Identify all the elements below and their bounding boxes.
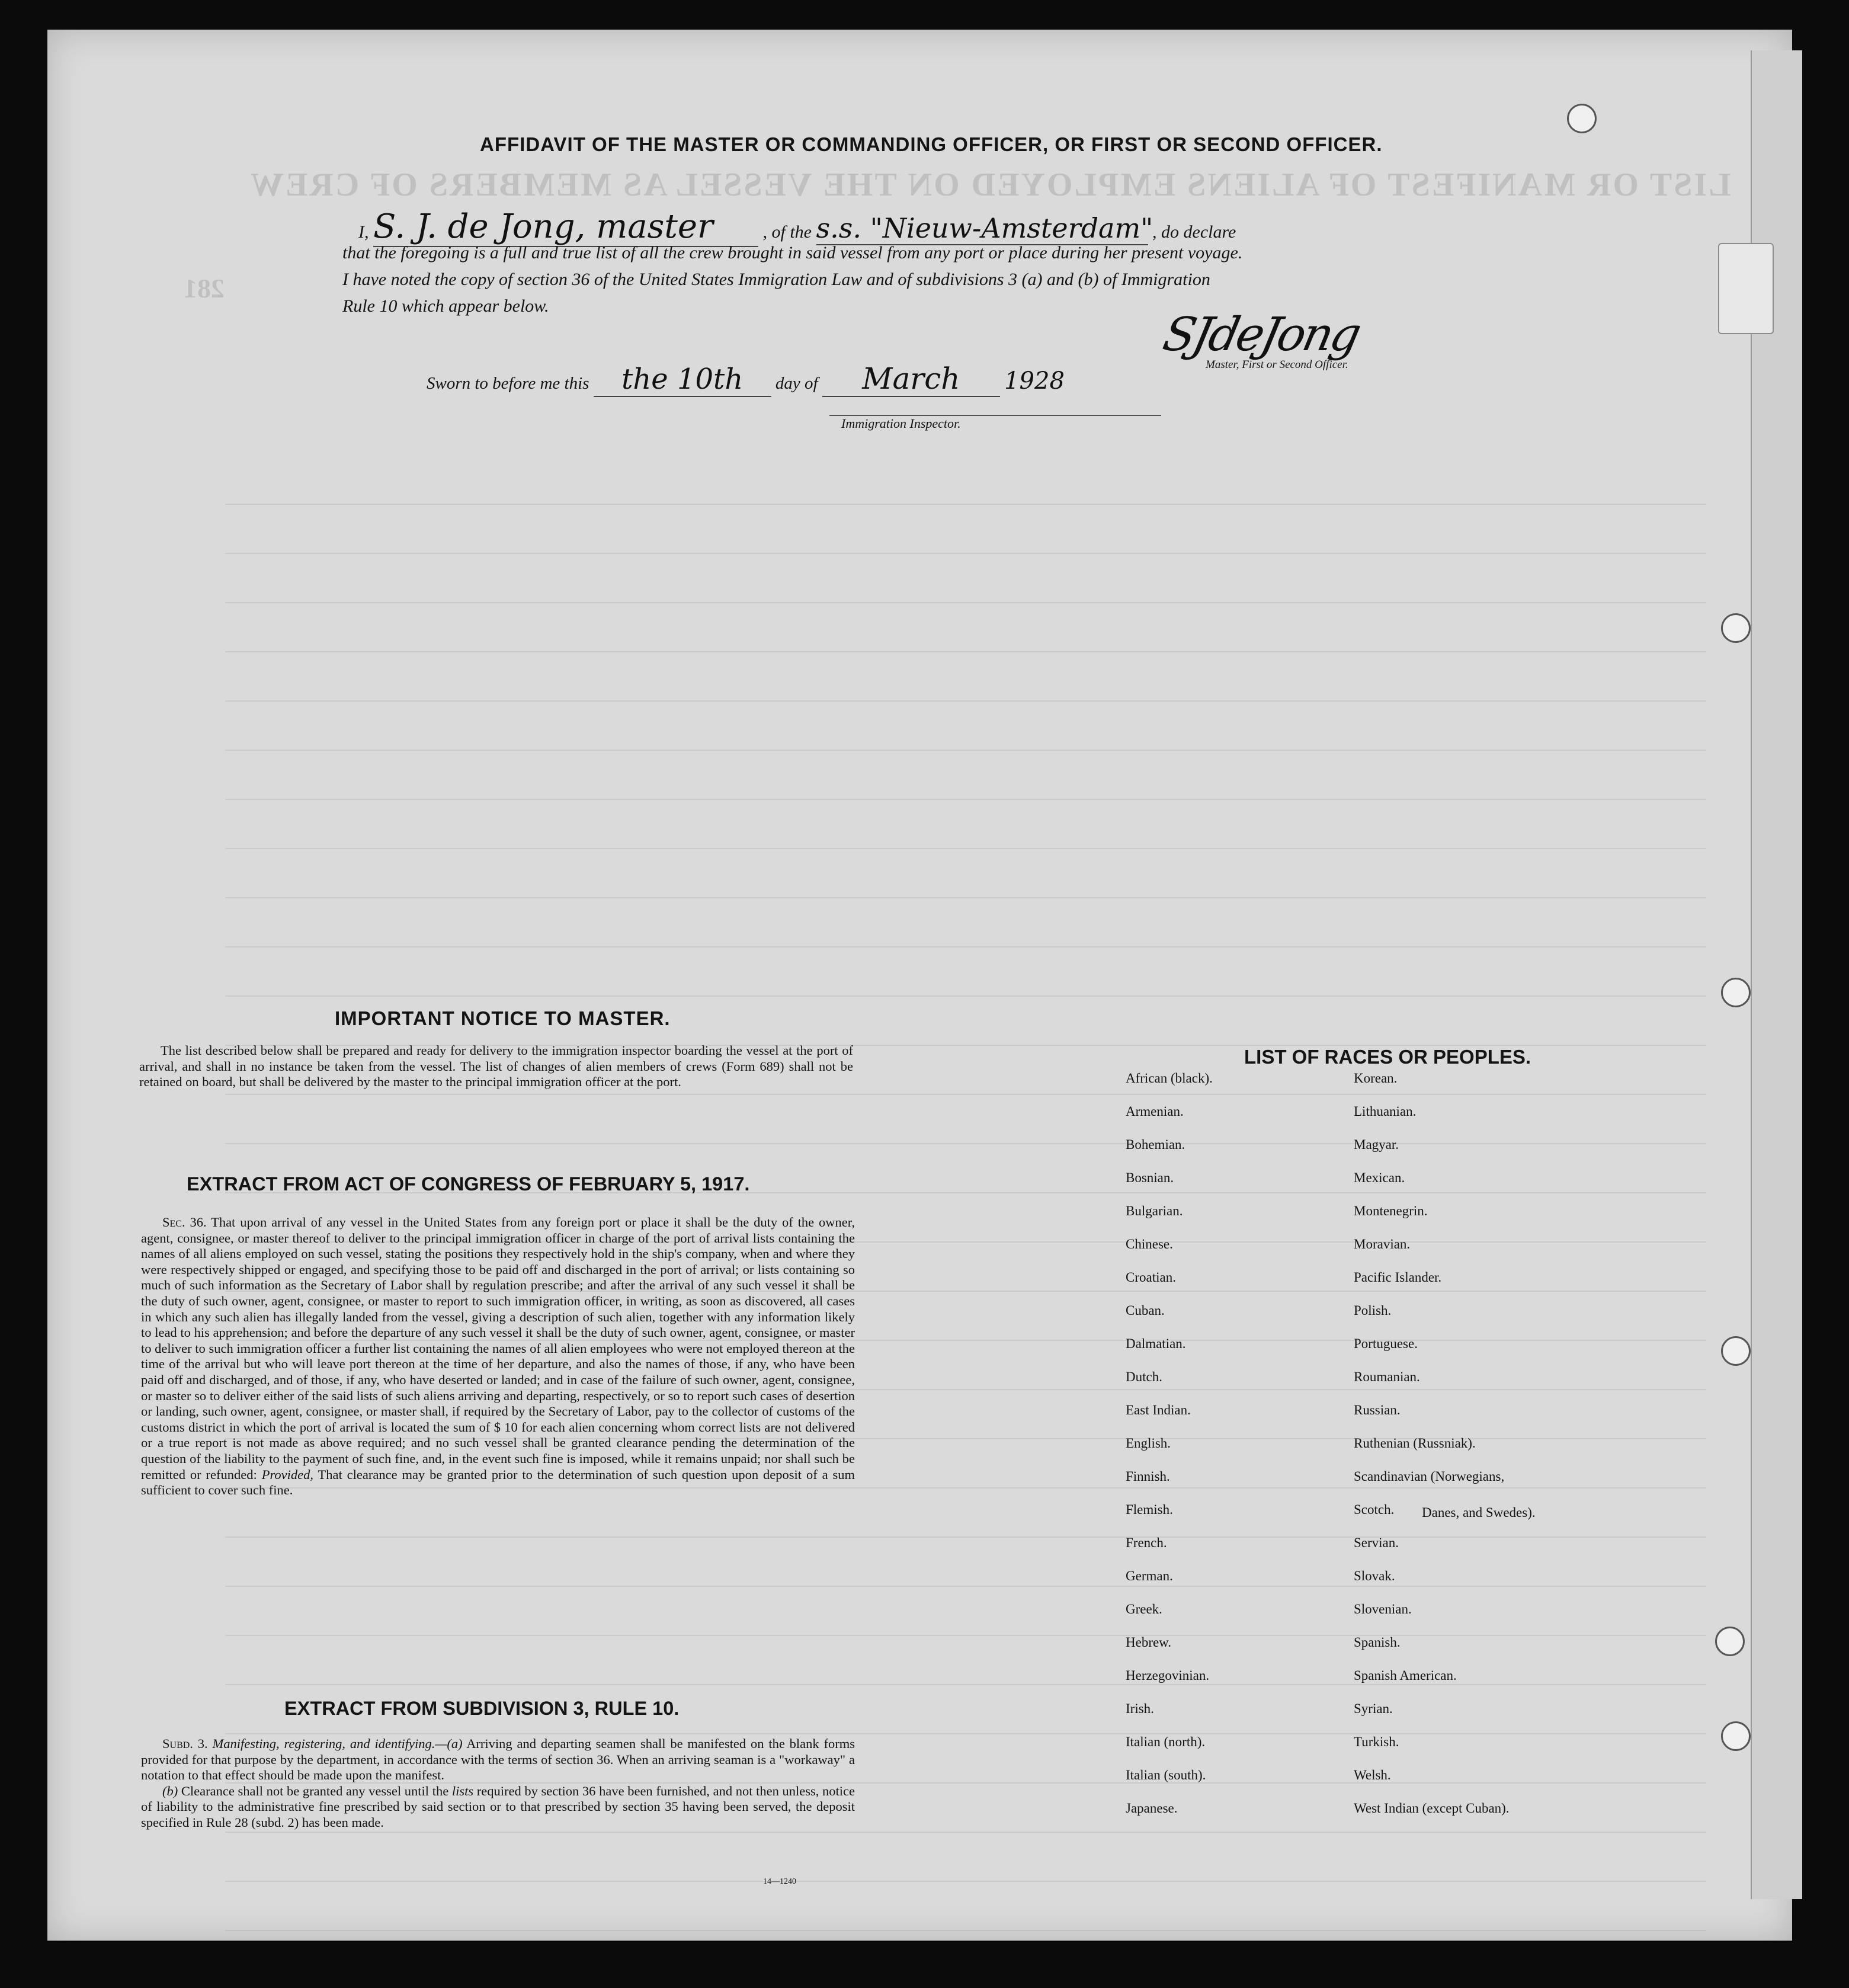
sworn-prefix: Sworn to before me this (427, 374, 589, 393)
ghost-manifest-title: LIST OR MANIFEST OF ALIENS EMPLOYED ON THE VESSEL AS MEMBERS OF CREW (249, 167, 1731, 203)
race-item: African (black). (1126, 1071, 1213, 1086)
act-body: That upon arrival of any vessel in the United States from any foreign port or place it shall be the duty of the owner, agent, consignee, or master thereof to deliver to the principal immigration officer in charge of the port of arrival lists containing the names of all aliens employed on such vessel, stating the positions they respectively hold in the ship's company, when and where they were respectively shipped or engaged, and specifying those to be paid off and discharged in the port of arrival; or lists containing so much of such information as the Secretary of Labor shall by regulation prescribe; and after the arrival of any such vessel it shall be the duty of such owner, agent, consignee, or master to report to such immigration officer, in writing, as soon as discovered, all cases in which any such alien has illegally landed from the vessel, giving a description of such alien, together with any information likely to lead to his apprehension; and before the departure of any such vessel it shall be the duty of such owner, agent, consignee, or master to deliver to such immigration officer a further list containing the names of all alien employees who were not employed thereon at the time of the arrival but who will leave port thereon at the time of her departure, and also the names of those, if any, who have been paid off and discharged, and of those, if any, who have deserted or landed; and in case of the failure of such owner, agent, consignee, or master so to deliver either of the said lists of such aliens arriving and departing, respectively, or so to report such cases of desertion or landing, such owner, agent, consignee, or master shall, if required by the Secretary of Labor, pay to the collector of customs of the customs district in which the port of arrival is located the sum of $ 10 for each alien concerning whom correct lists are not delivered or a true report is not made as above required; and no such vessel shall be granted clearance pending the determination of the question of the liability to the payment of such fine, and, in the event such fine is imposed, while it remains unpaid; nor shall such be remitted or refunded: (141, 1215, 855, 1482)
act-provided: Provided, (261, 1467, 313, 1482)
race-item: Moravian. (1354, 1237, 1411, 1251)
race-item: Dalmatian. (1126, 1336, 1186, 1351)
race-item: French. (1126, 1535, 1167, 1550)
ghost-row (225, 1635, 1706, 1636)
race-item: Montenegrin. (1354, 1203, 1428, 1218)
declarant-name: S. J. de Jong, master (373, 207, 758, 247)
act-section-label: Sec. 36. (162, 1215, 207, 1230)
race-item: Slovenian. (1354, 1602, 1412, 1616)
affidavit-body-line3: Rule 10 which appear below. (342, 296, 549, 316)
affidavit-body-line1: that the foregoing is a full and true list of all the crew brought in said vessel from any port or place during her present voyage. (342, 243, 1243, 262)
notice-text (139, 1043, 853, 1090)
ghost-row (225, 553, 1706, 554)
inspector-caption: Immigration Inspector. (841, 416, 961, 431)
race-item: Ruthenian (Russniak). (1354, 1436, 1476, 1451)
rule-b-lists: lists (451, 1783, 474, 1798)
race-item: Welsh. (1354, 1768, 1391, 1782)
ghost-row (225, 602, 1706, 603)
rule-title: EXTRACT FROM SUBDIVISION 3, RULE 10. (284, 1698, 680, 1719)
race-item: Flemish. (1126, 1502, 1173, 1517)
ghost-row (225, 750, 1706, 751)
race-item: Polish. (1354, 1303, 1392, 1318)
ghost-row (225, 1389, 1706, 1390)
ghost-row (225, 897, 1706, 898)
race-item: Italian (south). (1126, 1768, 1206, 1782)
race-item: Korean. (1354, 1071, 1398, 1086)
act-text (141, 1215, 855, 1499)
affidavit-body-line2: I have noted the copy of section 36 of the United States Immigration Law and of subdivisions 3 (a) and (b) of Immigration (342, 270, 1210, 289)
ghost-row (225, 1733, 1706, 1734)
race-item: West Indian (except Cuban). (1354, 1801, 1510, 1816)
ghost-row (225, 1045, 1706, 1046)
race-item: Portuguese. (1354, 1336, 1418, 1351)
vessel-prefix: , of the (762, 222, 812, 242)
ghost-row (225, 848, 1706, 849)
punch-hole (1721, 978, 1751, 1007)
ghost-row (225, 1832, 1706, 1833)
ghost-row (225, 1094, 1706, 1095)
notice-body: The list described below shall be prepared and ready for delivery to the immigration inspector boarding the vessel at the port of arrival, and shall in no instance be taken from the vessel. The list of changes of alien members of crews (Form 689) shall not be retained on board, but shall be delivered by the master to the principal immigration officer at the port. (139, 1043, 853, 1090)
ghost-row (225, 799, 1706, 800)
race-item: Roumanian. (1354, 1369, 1420, 1384)
race-item: Servian. (1354, 1535, 1399, 1550)
rule-subd-label: Subd. 3. (162, 1736, 208, 1751)
races-title: LIST OF RACES OR PEOPLES. (1244, 1046, 1531, 1068)
race-item: Japanese. (1126, 1801, 1178, 1816)
race-item: Russian. (1354, 1403, 1401, 1417)
ghost-row (225, 1487, 1706, 1488)
ghost-row (225, 700, 1706, 702)
day-of-text: day of (775, 374, 818, 393)
race-item: Dutch. (1126, 1369, 1162, 1384)
form-number: 14—1240 (763, 1877, 796, 1886)
sworn-month: March (822, 361, 1000, 397)
sworn-year: 1928 (1004, 367, 1065, 395)
punch-hole (1721, 1336, 1751, 1366)
race-item: Chinese. (1126, 1237, 1173, 1251)
race-item: Armenian. (1126, 1104, 1184, 1119)
race-item: Lithuanian. (1354, 1104, 1417, 1119)
ghost-row (225, 504, 1706, 505)
race-item: English. (1126, 1436, 1171, 1451)
act-title: EXTRACT FROM ACT OF CONGRESS OF FEBRUARY 5, 1917. (187, 1173, 750, 1195)
rule-b-text-1: Clearance shall not be granted any vessel until the (181, 1783, 449, 1798)
affidavit-title: AFFIDAVIT OF THE MASTER OR COMMANDING OFFICER, OR FIRST OR SECOND OFFICER. (480, 133, 1383, 155)
race-item: Bulgarian. (1126, 1203, 1183, 1218)
sworn-day: the 10th (594, 363, 771, 397)
ghost-row (225, 946, 1706, 947)
vessel-name: s.s. "Nieuw-Amsterdam" (816, 212, 1153, 244)
race-item: Italian (north). (1126, 1734, 1206, 1749)
race-item: Croatian. (1126, 1270, 1176, 1285)
ghost-row (225, 651, 1706, 652)
rule-heading: Manifesting, registering, and identifying. (212, 1736, 435, 1751)
ghost-row (225, 1143, 1706, 1144)
ghost-sheet-number: 281 (184, 273, 225, 303)
ghost-row (225, 995, 1706, 997)
race-item: Scotch. (1354, 1502, 1395, 1517)
race-item: Pacific Islander. (1354, 1270, 1442, 1285)
rule-a-label: —(a) (435, 1736, 463, 1751)
rule-b-text-2: required by section 36 have been furnished, and not then unless, notice of liability to the administrative fine prescribed by said section or to that prescribed by section 35 having been served, the deposit specified in Rule 28 (subd. 2) has been made. (141, 1783, 855, 1830)
signature-caption: Master, First or Second Officer. (1206, 358, 1348, 371)
ghost-row (225, 1881, 1706, 1882)
ghost-row (225, 1291, 1706, 1292)
sworn-line (427, 361, 1065, 397)
race-item: Hebrew. (1126, 1635, 1172, 1650)
race-item: Turkish. (1354, 1734, 1399, 1749)
race-item: Cuban. (1126, 1303, 1165, 1318)
race-item: Magyar. (1354, 1137, 1399, 1152)
ghost-row (225, 1782, 1706, 1784)
ghost-row (225, 1438, 1706, 1439)
ghost-row (225, 1192, 1706, 1193)
notice-title: IMPORTANT NOTICE TO MASTER. (335, 1007, 671, 1029)
race-item: Mexican. (1354, 1170, 1405, 1185)
race-item: East Indian. (1126, 1403, 1191, 1417)
punch-hole (1567, 104, 1597, 133)
ghost-row (225, 1536, 1706, 1538)
ghost-row (225, 1930, 1706, 1931)
race-item: Spanish. (1354, 1635, 1401, 1650)
do-declare-text: , do declare (1152, 222, 1236, 242)
ghost-row (225, 1586, 1706, 1587)
ghost-row (225, 1241, 1706, 1243)
binding-tab (1718, 243, 1774, 334)
ghost-row (225, 1340, 1706, 1341)
race-item: Bosnian. (1126, 1170, 1174, 1185)
race-item: Greek. (1126, 1602, 1162, 1616)
manifest-sheet (47, 30, 1792, 1941)
rule-a-text: Arriving and departing seamen shall be manifested on the blank forms provided for that purpose by the department, in accordance with the terms of section 36. When an arriving seaman is a "workaway" a notation to that effect should be made upon the manifest. (141, 1736, 855, 1783)
race-item: Spanish American. (1354, 1668, 1457, 1683)
race-item: Irish. (1126, 1701, 1154, 1716)
race-scandinavian-continued: Danes, and Swedes). (1422, 1505, 1536, 1520)
race-item: Bohemian. (1126, 1137, 1185, 1152)
master-signature: SJdeJong (1158, 308, 1364, 361)
race-item: Slovak. (1354, 1568, 1395, 1583)
race-item: Finnish. (1126, 1469, 1170, 1484)
ghost-row (225, 1684, 1706, 1685)
punch-hole (1721, 1721, 1751, 1751)
declarant-prefix: I, (358, 222, 369, 242)
race-item: German. (1126, 1568, 1173, 1583)
punch-hole (1721, 613, 1751, 643)
rule-b-label: (b) (162, 1783, 178, 1798)
punch-hole (1715, 1627, 1745, 1656)
race-item: Syrian. (1354, 1701, 1393, 1716)
act-body-end: That clearance may be granted prior to the determination of such question upon deposit of a sum sufficient to cover such fine. (141, 1467, 855, 1498)
race-item: Herzegovinian. (1126, 1668, 1210, 1683)
race-item: Scandinavian (Norwegians, (1354, 1469, 1505, 1484)
declaration-line (358, 207, 1236, 247)
